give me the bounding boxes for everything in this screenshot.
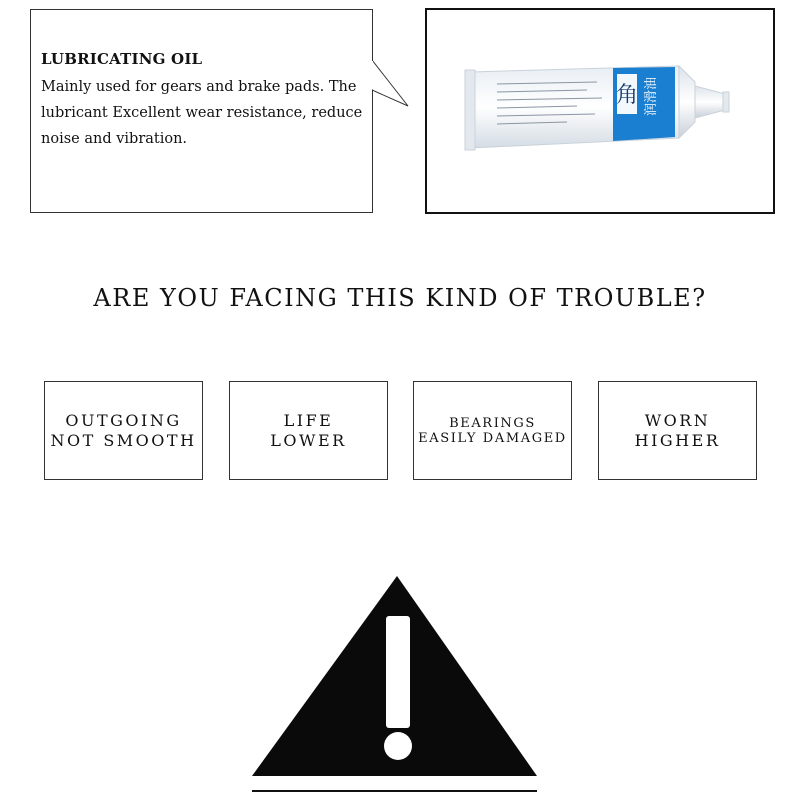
ground-line xyxy=(252,790,537,792)
trouble-line-1: BEARINGS xyxy=(449,415,536,431)
bubble-tail xyxy=(372,60,412,110)
trouble-headline: ARE YOU FACING THIS KIND OF TROUBLE? xyxy=(93,284,707,312)
product-photo-frame xyxy=(425,8,775,214)
trouble-card-life xyxy=(229,381,388,480)
info-bubble xyxy=(30,9,373,213)
trouble-line-1: LIFE xyxy=(283,410,334,430)
trouble-line-2: HIGHER xyxy=(634,430,721,450)
lubricant-tube-image xyxy=(427,10,773,212)
trouble-line-2: NOT SMOOTH xyxy=(50,430,197,450)
trouble-line-2: LOWER xyxy=(270,430,347,450)
trouble-line-2: EASILY DAMAGED xyxy=(418,430,567,446)
trouble-line-1: OUTGOING xyxy=(65,410,182,430)
info-title: LUBRICATING OIL xyxy=(41,50,203,68)
info-body: Mainly used for gears and brake pads. The lubricant Excellent wear resistance, reduce noise and vibration. xyxy=(41,79,363,147)
trouble-card-bearings xyxy=(413,381,572,480)
trouble-card-worn xyxy=(598,381,757,480)
svg-text:角: 角 xyxy=(615,83,639,108)
exclamation-triangle-icon xyxy=(252,576,537,776)
trouble-card-outgoing xyxy=(44,381,203,480)
trouble-line-1: WORN xyxy=(644,410,711,430)
product-label-text: 润滑油 xyxy=(644,76,659,116)
